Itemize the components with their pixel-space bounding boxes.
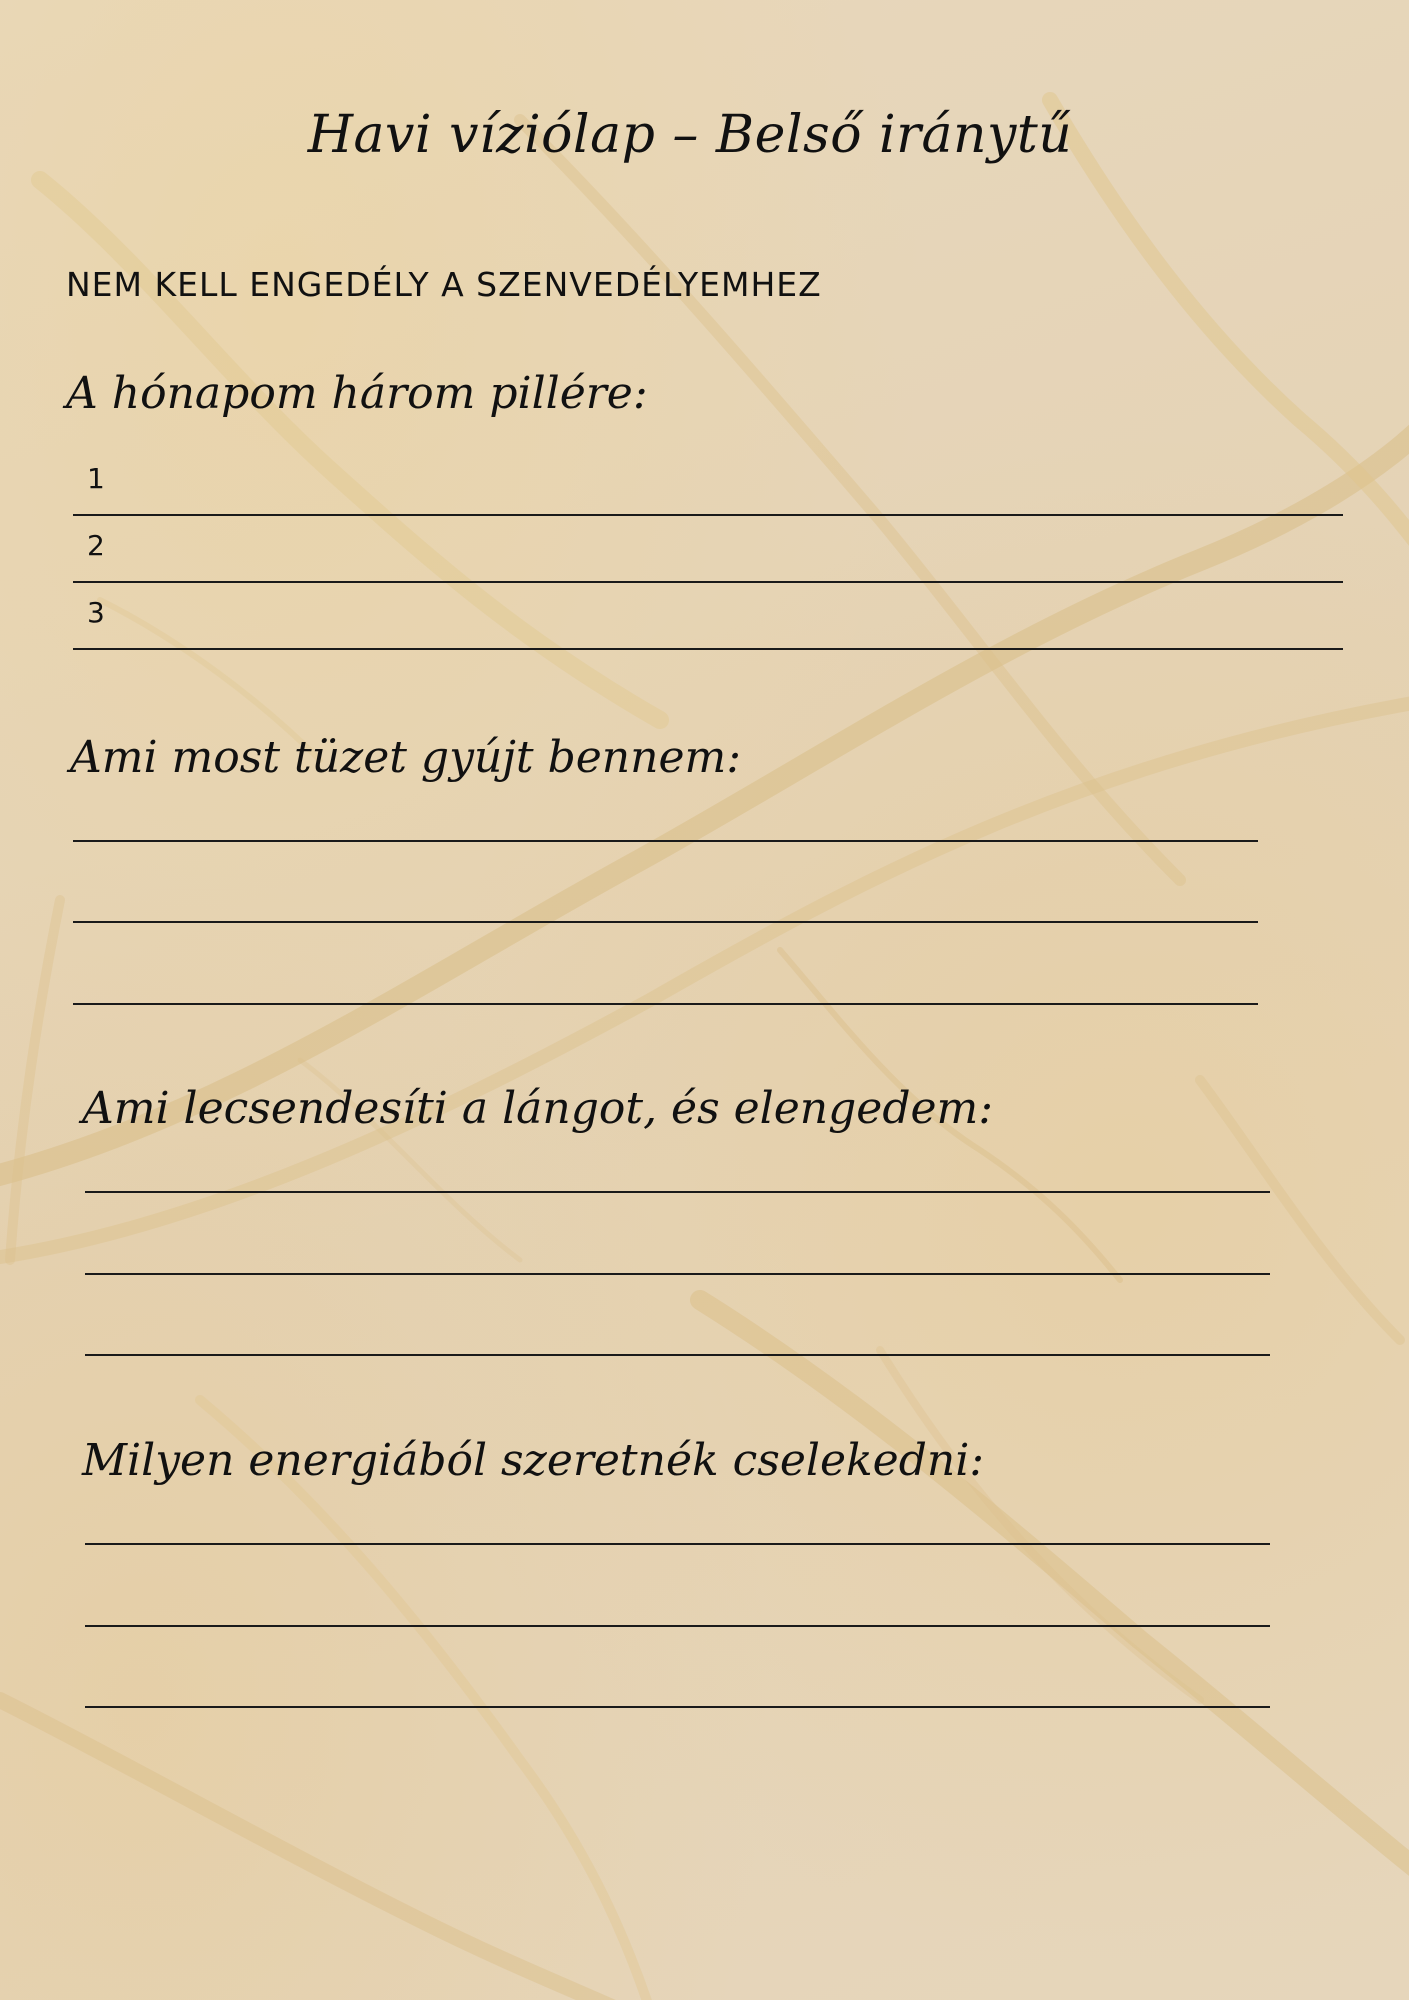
page-title: Havi vízió​lap – Belső iránytű xyxy=(307,105,1073,165)
writing-line[interactable] xyxy=(73,921,1258,923)
writing-line[interactable] xyxy=(85,1191,1270,1193)
page-subtitle: NEM KELL ENGEDÉLY A SZENVEDÉLYEMHEZ xyxy=(66,265,822,304)
writing-line[interactable] xyxy=(85,1354,1270,1356)
writing-line[interactable] xyxy=(73,840,1258,842)
pillars-heading: A hónapom három pillére: xyxy=(66,368,648,419)
writing-line[interactable] xyxy=(85,1625,1270,1627)
section-heading-energy: Milyen energiából szeretnék cselekedni: xyxy=(82,1435,985,1486)
writing-line[interactable] xyxy=(85,1706,1270,1708)
pillar-row[interactable] xyxy=(73,448,1343,516)
pillar-number: 2 xyxy=(87,529,105,562)
pillar-row[interactable] xyxy=(73,515,1343,583)
section-heading-release: Ami lecsendesíti a lángot, és elengedem: xyxy=(82,1083,994,1134)
writing-line[interactable] xyxy=(85,1273,1270,1275)
pillar-number: 3 xyxy=(87,596,105,629)
writing-line[interactable] xyxy=(73,1003,1258,1005)
writing-line[interactable] xyxy=(85,1543,1270,1545)
pillar-row[interactable] xyxy=(73,582,1343,650)
section-heading-fire: Ami most tüzet gyújt bennem: xyxy=(70,732,742,783)
pillar-number: 1 xyxy=(87,462,105,495)
